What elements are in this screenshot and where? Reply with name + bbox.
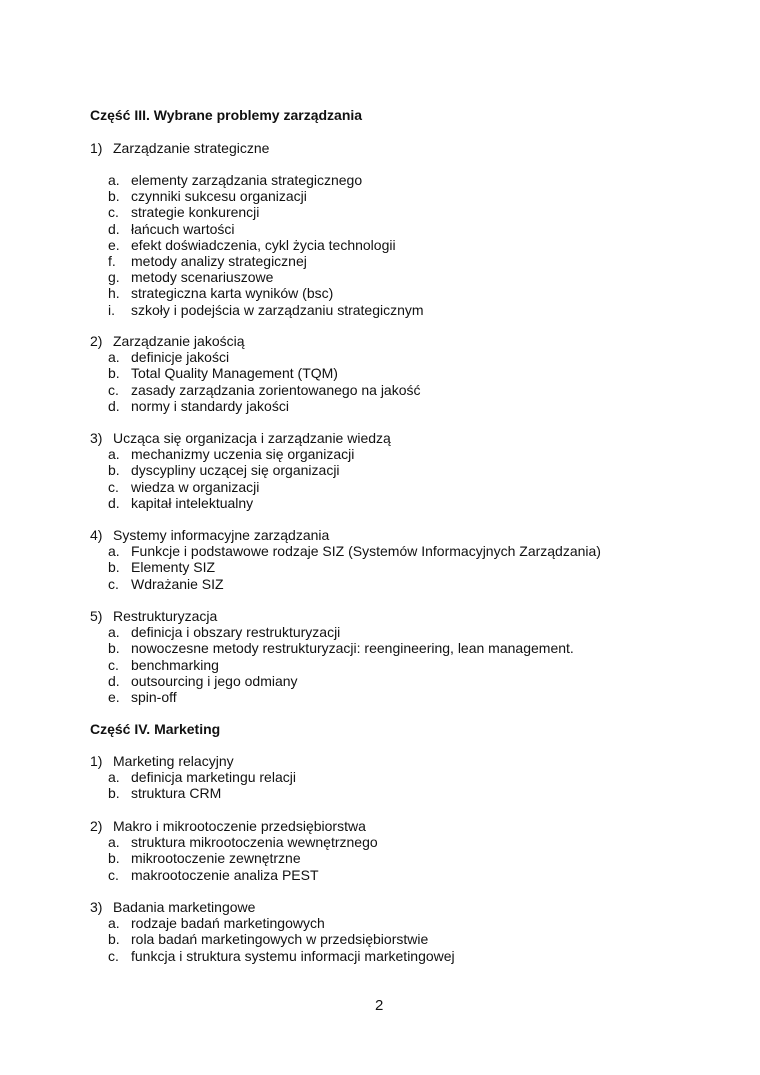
list-item-label: c. — [108, 204, 119, 221]
list-item: struktura CRM — [131, 785, 222, 802]
list-item-label: a. — [108, 543, 120, 560]
list-item: czynniki sukcesu organizacji — [131, 188, 307, 205]
list-item-label: d. — [108, 494, 120, 511]
list-item-label: d. — [108, 220, 120, 237]
list-item-label: c. — [108, 947, 119, 964]
topic-title: Ucząca się organizacja i zarządzanie wiedzą — [113, 430, 391, 446]
topic-title: Marketing relacyjny — [113, 753, 234, 769]
list-item: efekt doświadczenia, cykl życia technologii — [131, 236, 396, 253]
list-item: funkcja i struktura systemu informacji marketingowej — [131, 947, 455, 964]
topic-number: 3) — [90, 899, 103, 915]
list-item-label: e. — [108, 236, 120, 253]
list-item-label: a. — [108, 915, 120, 932]
list-item: normy i standardy jakości — [131, 397, 289, 414]
list-item-label: i. — [108, 301, 115, 318]
topic-title: Zarządzanie jakością — [113, 333, 245, 349]
list-item-label: c. — [108, 478, 119, 495]
topic-number: 1) — [90, 753, 103, 769]
list-item-label: h. — [108, 285, 120, 302]
list-item-label: b. — [108, 785, 120, 802]
list-item-label: a. — [108, 769, 120, 786]
list-item: wiedza w organizacji — [131, 478, 260, 495]
section-heading: Część IV. Marketing — [90, 721, 221, 737]
section-heading: Część III. Wybrane problemy zarządzania — [90, 107, 363, 123]
topic-title: Makro i mikrootoczenie przedsiębiorstwa — [113, 818, 366, 834]
topic-title: Systemy informacyjne zarządzania — [113, 527, 330, 543]
list-item-label: c. — [108, 381, 119, 398]
topic-number: 2) — [90, 333, 103, 349]
list-item-label: d. — [108, 672, 120, 689]
list-item: szkoły i podejścia w zarządzaniu strategicznym — [131, 301, 424, 318]
list-item-label: c. — [108, 656, 119, 673]
list-item: dyscypliny uczącej się organizacji — [131, 462, 340, 479]
list-item: rodzaje badań marketingowych — [131, 915, 325, 932]
list-item: strategiczna karta wyników (bsc) — [131, 285, 334, 302]
list-item: Total Quality Management (TQM) — [131, 365, 338, 382]
list-item-label: c. — [108, 575, 119, 592]
list-item: spin-off — [131, 689, 177, 705]
list-item-label: b. — [108, 931, 120, 948]
list-item-label: b. — [108, 640, 120, 657]
topic-title: Zarządzanie strategiczne — [113, 140, 270, 156]
list-item: makrootoczenie analiza PEST — [131, 866, 319, 883]
list-item: Wdrażanie SIZ — [131, 575, 224, 592]
list-item-label: a. — [108, 834, 120, 851]
topic-number: 4) — [90, 527, 103, 543]
list-item: metody scenariuszowe — [131, 269, 274, 286]
list-item-label: f. — [108, 253, 116, 269]
list-item-label: b. — [108, 462, 120, 479]
topic-title: Badania marketingowe — [113, 899, 256, 915]
list-item: kapitał intelektualny — [131, 494, 254, 511]
list-item: zasady zarządzania zorientowanego na jakość — [131, 381, 421, 398]
topic-number: 5) — [90, 608, 103, 624]
list-item: rola badań marketingowych w przedsiębiorstwie — [131, 931, 429, 948]
list-item: struktura mikrootoczenia wewnętrznego — [131, 834, 378, 851]
list-item: mechanizmy uczenia się organizacji — [131, 446, 355, 463]
list-item-label: b. — [108, 559, 120, 576]
topic-title: Restrukturyzacja — [113, 608, 218, 624]
list-item: definicje jakości — [131, 349, 230, 366]
list-item-label: b. — [108, 365, 120, 382]
topic-number: 3) — [90, 430, 103, 446]
list-item: nowoczesne metody restrukturyzacji: reengineering, lean management. — [131, 640, 574, 657]
list-item-label: c. — [108, 866, 119, 883]
list-item: metody analizy strategicznej — [131, 253, 307, 269]
list-item: Funkcje i podstawowe rodzaje SIZ (Systemów Informacyjnych Zarządzania) — [131, 543, 601, 560]
list-item: outsourcing i jego odmiany — [131, 672, 298, 689]
topic-number: 1) — [90, 140, 103, 156]
list-item-label: a. — [108, 349, 120, 366]
list-item: Elementy SIZ — [131, 559, 216, 576]
list-item: mikrootoczenie zewnętrzne — [131, 850, 301, 867]
list-item-label: e. — [108, 689, 120, 705]
list-item-label: a. — [108, 172, 120, 188]
list-item-label: a. — [108, 624, 120, 641]
list-item: benchmarking — [131, 656, 219, 673]
list-item-label: b. — [108, 850, 120, 867]
list-item: łańcuch wartości — [131, 220, 235, 237]
list-item: elementy zarządzania strategicznego — [131, 172, 363, 188]
list-item-label: b. — [108, 188, 120, 205]
list-item: strategie konkurencji — [131, 204, 260, 221]
list-item-label: d. — [108, 397, 120, 414]
list-item: definicja marketingu relacji — [131, 769, 296, 786]
list-item-label: g. — [108, 269, 120, 286]
topic-number: 2) — [90, 818, 103, 834]
page-number: 2 — [375, 997, 384, 1014]
list-item-label: a. — [108, 446, 120, 463]
list-item: definicja i obszary restrukturyzacji — [131, 624, 341, 641]
